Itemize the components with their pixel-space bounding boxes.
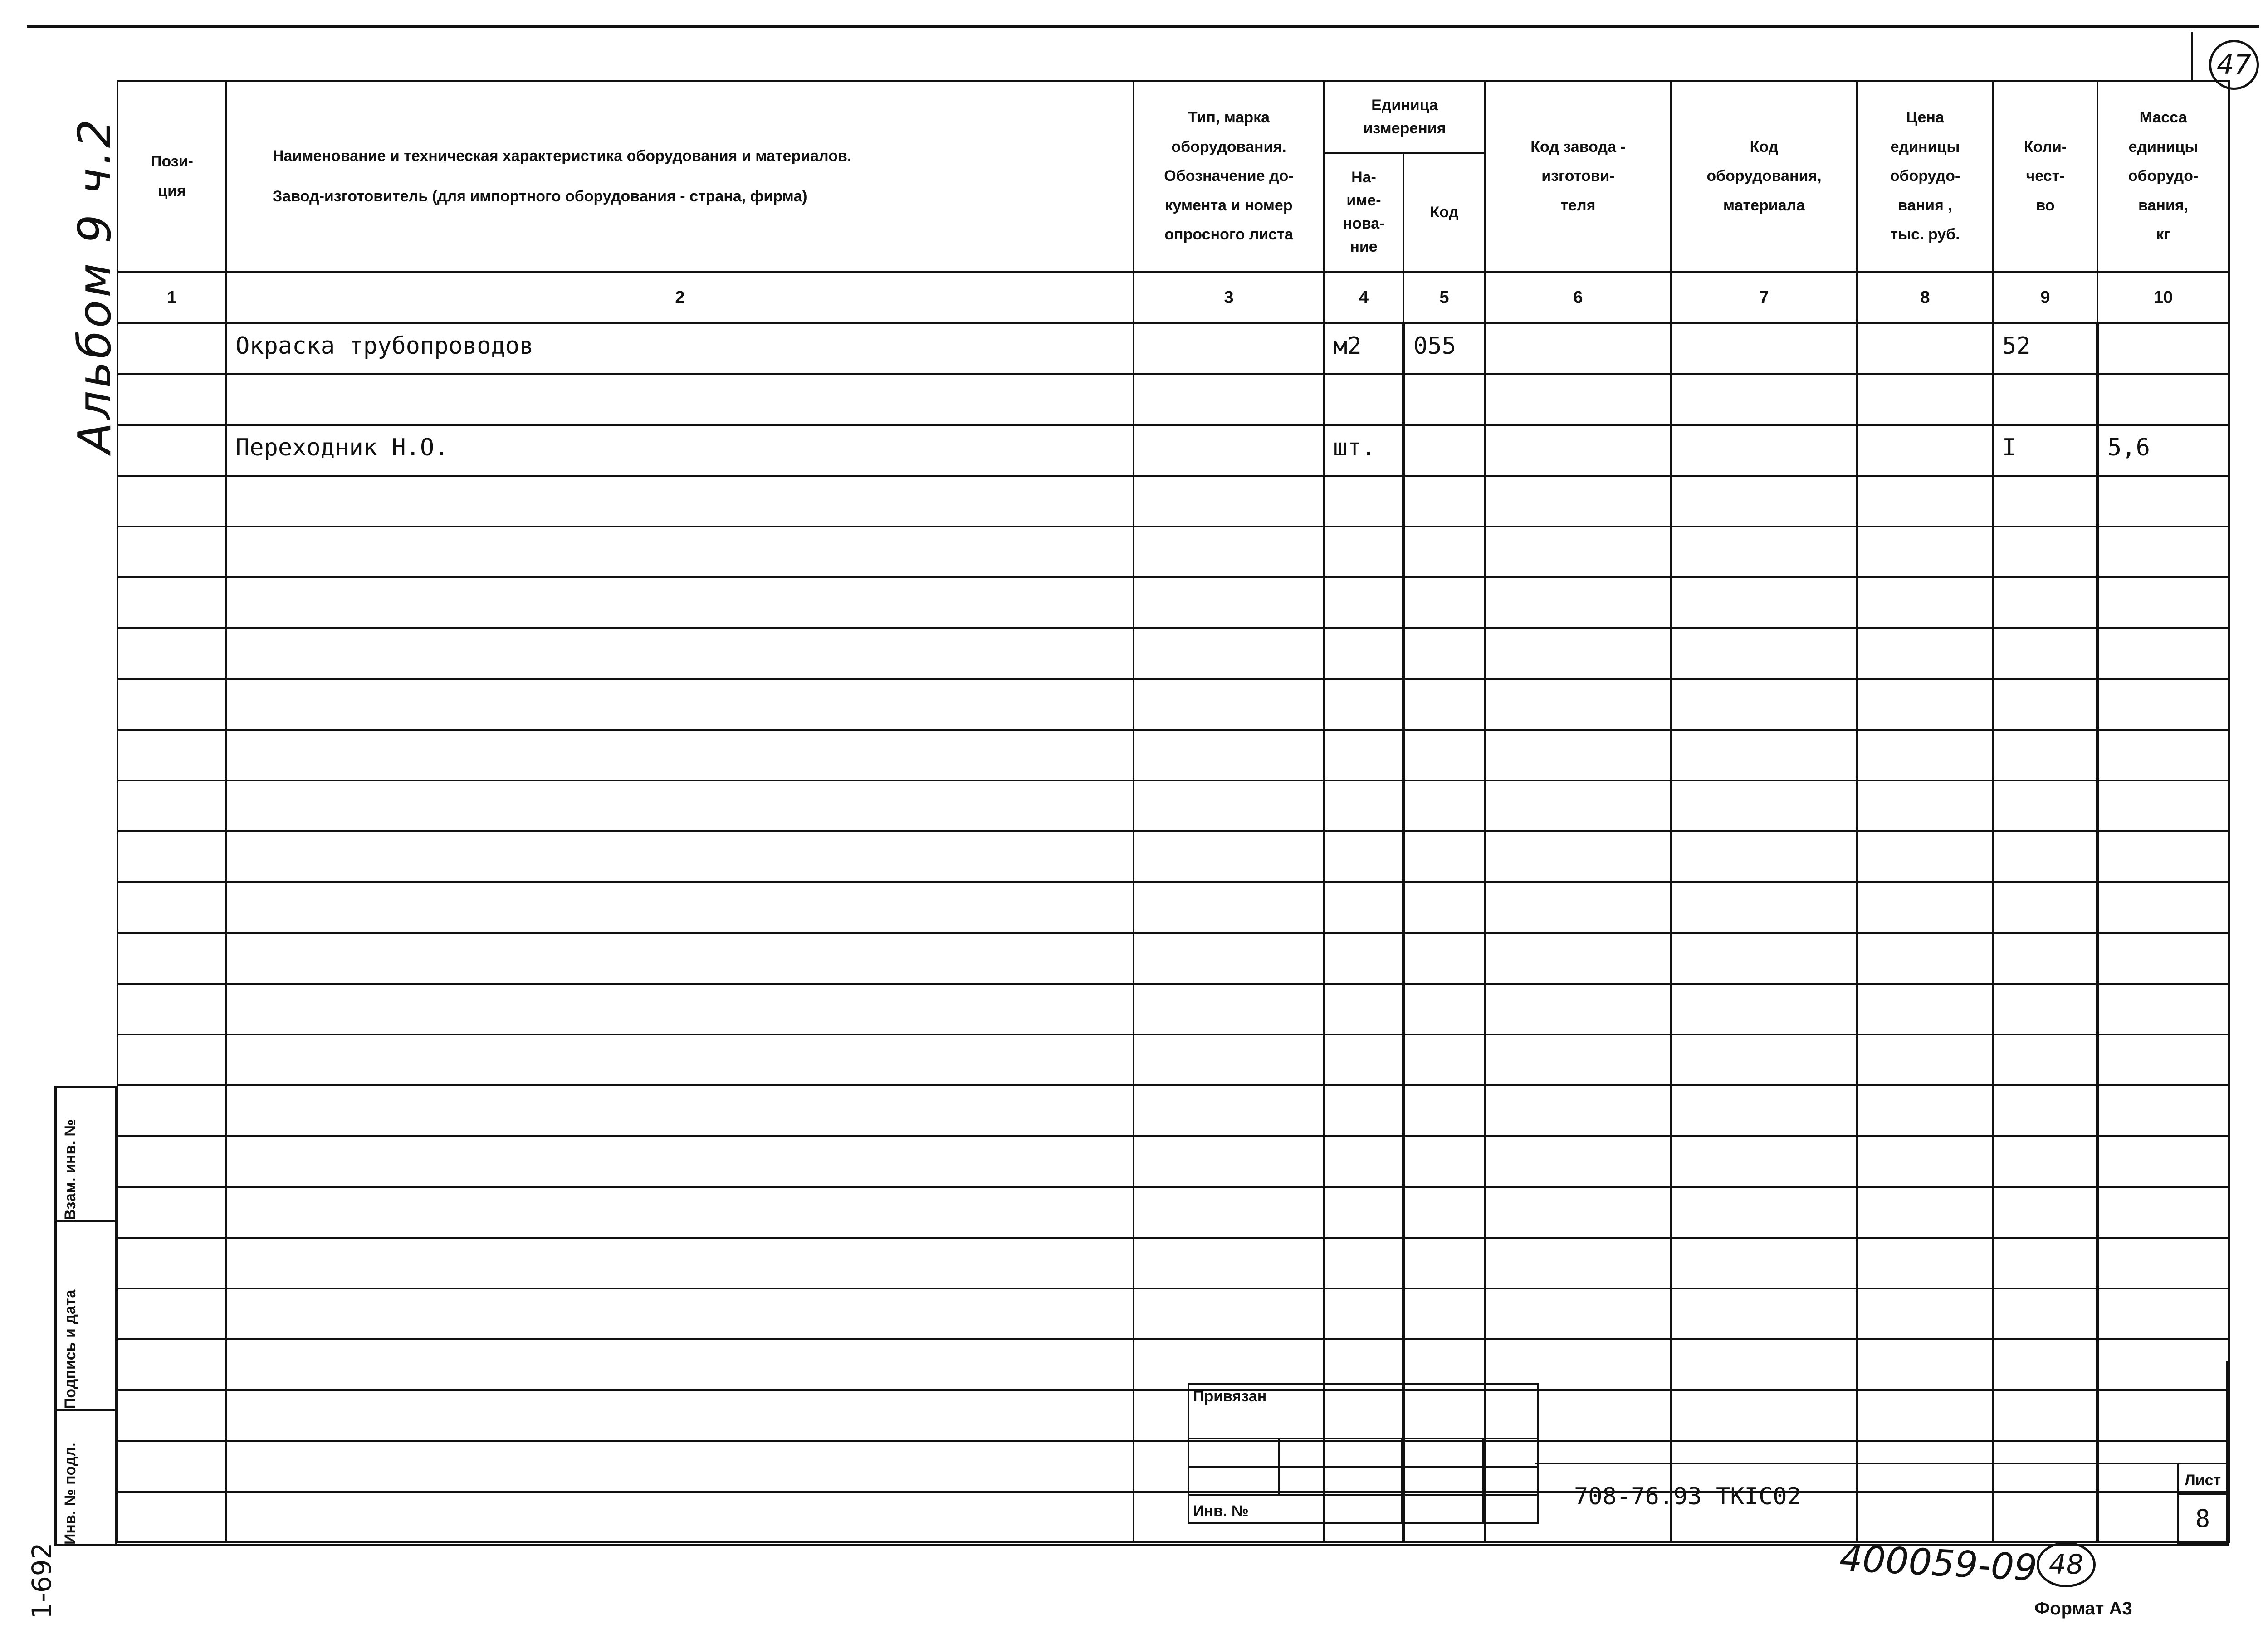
cell-quantity: I (1993, 425, 2097, 476)
header-price: Цена единицы оборудо- вания , тыс. руб. (1857, 81, 1993, 272)
header-unit-code: Код (1403, 153, 1485, 272)
cell-position (117, 780, 226, 831)
table-row (117, 1085, 2229, 1136)
stamp-attached: Привязан (1188, 1384, 1538, 1439)
cell-name (226, 1441, 1134, 1492)
table-row (117, 577, 2229, 628)
cell-quantity (1993, 1238, 2097, 1288)
cell-plant-code (1485, 577, 1671, 628)
table-row (117, 1238, 2229, 1288)
format-label: Формат А3 (2034, 1599, 2132, 1619)
table-row (117, 323, 2229, 374)
cell-type (1134, 628, 1324, 679)
cell-name (226, 1339, 1134, 1390)
corner-box-left (2191, 32, 2193, 82)
table-row (117, 1339, 2229, 1390)
cell-unit-code (1403, 1034, 1485, 1085)
cell-type (1134, 1187, 1324, 1238)
cell-type (1134, 780, 1324, 831)
column-number: 7 (1671, 272, 1857, 323)
cell-mass (2097, 933, 2229, 984)
cell-mass (2097, 628, 2229, 679)
cell-price (1857, 831, 1993, 882)
top-rule (27, 25, 2259, 28)
cell-name (226, 374, 1134, 425)
table-row (117, 1034, 2229, 1085)
cell-mass (2097, 374, 2229, 425)
cell-position (117, 1441, 226, 1492)
table-row (117, 476, 2229, 527)
cell-quantity (1993, 780, 2097, 831)
cell-price (1857, 1492, 1993, 1542)
cell-type (1134, 1339, 1324, 1390)
cell-plant-code (1485, 374, 1671, 425)
side-cell-orig-inv (54, 1409, 117, 1546)
corner-number: 47 (2216, 49, 2252, 81)
cell-unit-code (1403, 1339, 1485, 1390)
cell-price (1857, 984, 1993, 1034)
cell-unit-name (1324, 1085, 1403, 1136)
cell-unit-name (1324, 679, 1403, 730)
cell-quantity (1993, 527, 2097, 577)
cell-unit-code (1403, 831, 1485, 882)
table-row (117, 1492, 2229, 1542)
sheet-label: Лист (2179, 1467, 2226, 1495)
cell-type (1134, 425, 1324, 476)
side-label-orig-inv: Инв. № подл. (62, 1442, 79, 1545)
cell-equipment-code (1671, 1187, 1857, 1238)
bottom-right-circle (2037, 1542, 2096, 1587)
cell-quantity (1993, 628, 2097, 679)
cell-position (117, 1390, 226, 1441)
cell-unit-code (1403, 476, 1485, 527)
cell-unit-code (1403, 425, 1485, 476)
sheet-box (2177, 1463, 2228, 1544)
cell-type (1134, 527, 1324, 577)
cell-position (117, 1034, 226, 1085)
cell-unit-name (1324, 476, 1403, 527)
cell-quantity (1993, 984, 2097, 1034)
cell-unit-code (1403, 374, 1485, 425)
cell-price (1857, 1441, 1993, 1492)
cell-unit-name (1324, 628, 1403, 679)
cell-plant-code (1485, 984, 1671, 1034)
cell-name (226, 476, 1134, 527)
cell-type (1134, 730, 1324, 780)
column-number: 5 (1403, 272, 1485, 323)
cell-type (1134, 831, 1324, 882)
cell-equipment-code (1671, 1238, 1857, 1288)
cell-type (1134, 323, 1324, 374)
cell-position (117, 984, 226, 1034)
cell-quantity (1993, 1390, 2097, 1441)
cell-quantity (1993, 882, 2097, 933)
cell-quantity (1993, 679, 2097, 730)
cell-position (117, 933, 226, 984)
column-number: 10 (2097, 272, 2229, 323)
stamp-inv: Инв. № (1188, 1495, 1402, 1523)
cell-quantity (1993, 577, 2097, 628)
cell-quantity (1993, 933, 2097, 984)
cell-position (117, 374, 226, 425)
cell-unit-name: м2 (1324, 323, 1403, 374)
cell-unit-code (1403, 1187, 1485, 1238)
header-equipment-code: Код оборудования, материала (1671, 81, 1857, 272)
cell-mass (2097, 1034, 2229, 1085)
cell-position (117, 1238, 226, 1288)
cell-name (226, 831, 1134, 882)
cell-plant-code (1485, 1288, 1671, 1339)
cell-equipment-code (1671, 730, 1857, 780)
cell-plant-code (1485, 780, 1671, 831)
cell-unit-name (1324, 933, 1403, 984)
cell-plant-code (1485, 730, 1671, 780)
cell-mass (2097, 1238, 2229, 1288)
table-row (117, 527, 2229, 577)
header-name: Наименование и техническая характеристика оборудования и материалов. Завод-изготовитель (для импортного оборудования - страна, фирма) (226, 81, 1134, 272)
cell-unit-name (1324, 527, 1403, 577)
cell-mass (2097, 1085, 2229, 1136)
table-row (117, 730, 2229, 780)
specification-table (117, 80, 2230, 1543)
table-row (117, 831, 2229, 882)
cell-unit-name (1324, 577, 1403, 628)
cell-mass (2097, 730, 2229, 780)
cell-mass (2097, 577, 2229, 628)
cell-equipment-code (1671, 780, 1857, 831)
cell-unit-code: 055 (1403, 323, 1485, 374)
cell-unit-code (1403, 780, 1485, 831)
cell-name (226, 577, 1134, 628)
cell-equipment-code (1671, 1339, 1857, 1390)
table-row (117, 374, 2229, 425)
cell-price (1857, 1339, 1993, 1390)
cell-equipment-code (1671, 1288, 1857, 1339)
cell-position (117, 323, 226, 374)
cell-plant-code (1485, 1136, 1671, 1187)
table-row (117, 425, 2229, 476)
cell-price (1857, 476, 1993, 527)
album-label: Альбом 9 ч.2 (68, 116, 121, 454)
cell-equipment-code (1671, 323, 1857, 374)
column-number: 4 (1324, 272, 1403, 323)
cell-unit-code (1403, 1238, 1485, 1288)
cell-name (226, 628, 1134, 679)
cell-unit-code (1403, 679, 1485, 730)
sheet-number: 8 (2195, 1504, 2210, 1533)
bottom-right-circled-number: 48 (2048, 1549, 2084, 1580)
cell-equipment-code (1671, 831, 1857, 882)
cell-unit-name (1324, 882, 1403, 933)
cell-price (1857, 577, 1993, 628)
cell-quantity (1993, 476, 2097, 527)
cell-position (117, 1288, 226, 1339)
cell-quantity (1993, 831, 2097, 882)
cell-unit-code (1403, 730, 1485, 780)
side-cell-signature (54, 1220, 117, 1411)
cell-position (117, 679, 226, 730)
header-type: Тип, марка оборудования. Обозначение до- кумента и номер опросного листа (1134, 81, 1324, 272)
table-row (117, 1187, 2229, 1238)
cell-name: Окраска трубопроводов (226, 323, 1134, 374)
cell-price (1857, 933, 1993, 984)
cell-unit-name (1324, 1339, 1403, 1390)
cell-type (1134, 984, 1324, 1034)
cell-equipment-code (1671, 1390, 1857, 1441)
side-label-replace-inv: Взам. инв. № (62, 1119, 79, 1220)
specification-body (117, 323, 2229, 1542)
cell-position (117, 577, 226, 628)
header-unit: Единица измерения (1324, 81, 1485, 153)
cell-type (1134, 374, 1324, 425)
cell-unit-code (1403, 628, 1485, 679)
stamp-title-rule (1535, 1463, 2180, 1464)
cell-plant-code (1485, 628, 1671, 679)
cell-price (1857, 628, 1993, 679)
cell-name (226, 882, 1134, 933)
cell-position (117, 730, 226, 780)
column-number: 9 (1993, 272, 2097, 323)
column-number: 2 (226, 272, 1134, 323)
cell-mass (2097, 831, 2229, 882)
header-unit-name: На- име- нова- ние (1324, 153, 1403, 272)
cell-price (1857, 1390, 1993, 1441)
cell-plant-code (1485, 1085, 1671, 1136)
cell-unit-name (1324, 1187, 1403, 1238)
cell-type (1134, 1238, 1324, 1288)
cell-position (117, 425, 226, 476)
cell-unit-code (1403, 577, 1485, 628)
cell-equipment-code (1671, 425, 1857, 476)
cell-price (1857, 1136, 1993, 1187)
cell-unit-name: шт. (1324, 425, 1403, 476)
table-row (117, 628, 2229, 679)
cell-equipment-code (1671, 374, 1857, 425)
cell-equipment-code (1671, 679, 1857, 730)
cell-quantity (1993, 1085, 2097, 1136)
cell-price (1857, 1034, 1993, 1085)
cell-quantity (1993, 1492, 2097, 1542)
cell-unit-name (1324, 1034, 1403, 1085)
cell-type (1134, 1085, 1324, 1136)
table-row (117, 1390, 2229, 1441)
cell-name (226, 1034, 1134, 1085)
cell-type (1134, 1288, 1324, 1339)
cell-type (1134, 1136, 1324, 1187)
cell-name (226, 1238, 1134, 1288)
cell-quantity (1993, 374, 2097, 425)
cell-price (1857, 780, 1993, 831)
column-numbers-row (117, 272, 2229, 323)
cell-plant-code (1485, 425, 1671, 476)
cell-equipment-code (1671, 984, 1857, 1034)
cell-price (1857, 374, 1993, 425)
cell-equipment-code (1671, 628, 1857, 679)
cell-equipment-code (1671, 1085, 1857, 1136)
cell-plant-code (1485, 1187, 1671, 1238)
cell-position (117, 527, 226, 577)
cell-type (1134, 882, 1324, 933)
cell-quantity (1993, 1034, 2097, 1085)
side-cell-replace-inv (54, 1086, 117, 1222)
cell-mass (2097, 984, 2229, 1034)
cell-price (1857, 730, 1993, 780)
cell-position (117, 1187, 226, 1238)
cell-unit-code (1403, 1085, 1485, 1136)
header-mass: Масса единицы оборудо- вания, кг (2097, 81, 2229, 272)
cell-mass (2097, 882, 2229, 933)
cell-price (1857, 1238, 1993, 1288)
cell-mass (2097, 1288, 2229, 1339)
cell-unit-name (1324, 780, 1403, 831)
cell-name (226, 1136, 1134, 1187)
cell-unit-code (1403, 882, 1485, 933)
cell-unit-name (1324, 730, 1403, 780)
cell-plant-code (1485, 1034, 1671, 1085)
cell-mass (2097, 679, 2229, 730)
cell-mass (2097, 527, 2229, 577)
cell-name (226, 1187, 1134, 1238)
cell-type (1134, 1034, 1324, 1085)
cell-plant-code (1485, 1339, 1671, 1390)
cell-unit-name (1324, 1238, 1403, 1288)
cell-unit-name (1324, 984, 1403, 1034)
cell-type (1134, 679, 1324, 730)
cell-price (1857, 882, 1993, 933)
cell-plant-code (1485, 476, 1671, 527)
cell-name (226, 984, 1134, 1034)
cell-mass (2097, 1187, 2229, 1238)
table-row (117, 1136, 2229, 1187)
cell-unit-code (1403, 1136, 1485, 1187)
stamp-block (1188, 1383, 1539, 1524)
cell-name (226, 780, 1134, 831)
cell-equipment-code (1671, 1034, 1857, 1085)
cell-equipment-code (1671, 577, 1857, 628)
cell-unit-name (1324, 1136, 1403, 1187)
table-row (117, 780, 2229, 831)
table-row (117, 1288, 2229, 1339)
side-label-signature: Подпись и дата (62, 1289, 79, 1409)
table-row (117, 933, 2229, 984)
cell-unit-code (1403, 933, 1485, 984)
cell-unit-name (1324, 831, 1403, 882)
cell-position (117, 1492, 226, 1542)
cell-name (226, 527, 1134, 577)
cell-plant-code (1485, 882, 1671, 933)
cell-position (117, 628, 226, 679)
cell-position (117, 1136, 226, 1187)
table-row (117, 882, 2229, 933)
table-row (117, 679, 2229, 730)
column-number: 1 (117, 272, 226, 323)
cell-name (226, 1085, 1134, 1136)
cell-equipment-code (1671, 1136, 1857, 1187)
cell-equipment-code (1671, 882, 1857, 933)
cell-price (1857, 527, 1993, 577)
cell-name: Переходник Н.О. (226, 425, 1134, 476)
cell-name (226, 730, 1134, 780)
cell-unit-code (1403, 527, 1485, 577)
cell-mass: 5,6 (2097, 425, 2229, 476)
header-plant-code: Код завода - изготови- теля (1485, 81, 1671, 272)
document-code: 708-76.93 ТКIС02 (1574, 1483, 1801, 1510)
cell-name (226, 933, 1134, 984)
cell-price (1857, 425, 1993, 476)
cell-price (1857, 1288, 1993, 1339)
cell-equipment-code (1671, 476, 1857, 527)
cell-price (1857, 679, 1993, 730)
cell-plant-code (1485, 831, 1671, 882)
cell-name (226, 679, 1134, 730)
cell-equipment-code (1671, 933, 1857, 984)
cell-quantity (1993, 1339, 2097, 1390)
cell-quantity: 52 (1993, 323, 2097, 374)
cell-type (1134, 476, 1324, 527)
cell-position (117, 882, 226, 933)
cell-quantity (1993, 1288, 2097, 1339)
cell-type (1134, 577, 1324, 628)
cell-name (226, 1492, 1134, 1542)
cell-position (117, 1339, 226, 1390)
bottom-right-code: 400059-09 (1838, 1536, 2038, 1590)
bottom-left-code: 1-692 (26, 1542, 57, 1619)
cell-plant-code (1485, 527, 1671, 577)
cell-price (1857, 1085, 1993, 1136)
cell-mass (2097, 476, 2229, 527)
column-number: 8 (1857, 272, 1993, 323)
cell-plant-code (1485, 323, 1671, 374)
cell-position (117, 831, 226, 882)
cell-mass (2097, 780, 2229, 831)
cell-price (1857, 323, 1993, 374)
cell-unit-name (1324, 1288, 1403, 1339)
header-quantity: Коли- чест- во (1993, 81, 2097, 272)
cell-unit-code (1403, 1288, 1485, 1339)
cell-name (226, 1390, 1134, 1441)
cell-quantity (1993, 730, 2097, 780)
cell-mass (2097, 1136, 2229, 1187)
cell-mass (2097, 1390, 2229, 1441)
cell-quantity (1993, 1187, 2097, 1238)
cell-unit-code (1403, 984, 1485, 1034)
cell-unit-name (1324, 374, 1403, 425)
cell-position (117, 476, 226, 527)
cell-plant-code (1485, 1238, 1671, 1288)
cell-plant-code (1485, 933, 1671, 984)
cell-plant-code (1485, 679, 1671, 730)
column-number: 6 (1485, 272, 1671, 323)
cell-position (117, 1085, 226, 1136)
cell-quantity (1993, 1441, 2097, 1492)
table-row (117, 984, 2229, 1034)
column-number: 3 (1134, 272, 1324, 323)
cell-name (226, 1288, 1134, 1339)
header-position: Пози- ция (117, 81, 226, 272)
cell-mass (2097, 1339, 2229, 1390)
table-row (117, 1441, 2229, 1492)
cell-quantity (1993, 1136, 2097, 1187)
cell-type (1134, 933, 1324, 984)
cell-mass (2097, 323, 2229, 374)
cell-equipment-code (1671, 527, 1857, 577)
cell-price (1857, 1187, 1993, 1238)
